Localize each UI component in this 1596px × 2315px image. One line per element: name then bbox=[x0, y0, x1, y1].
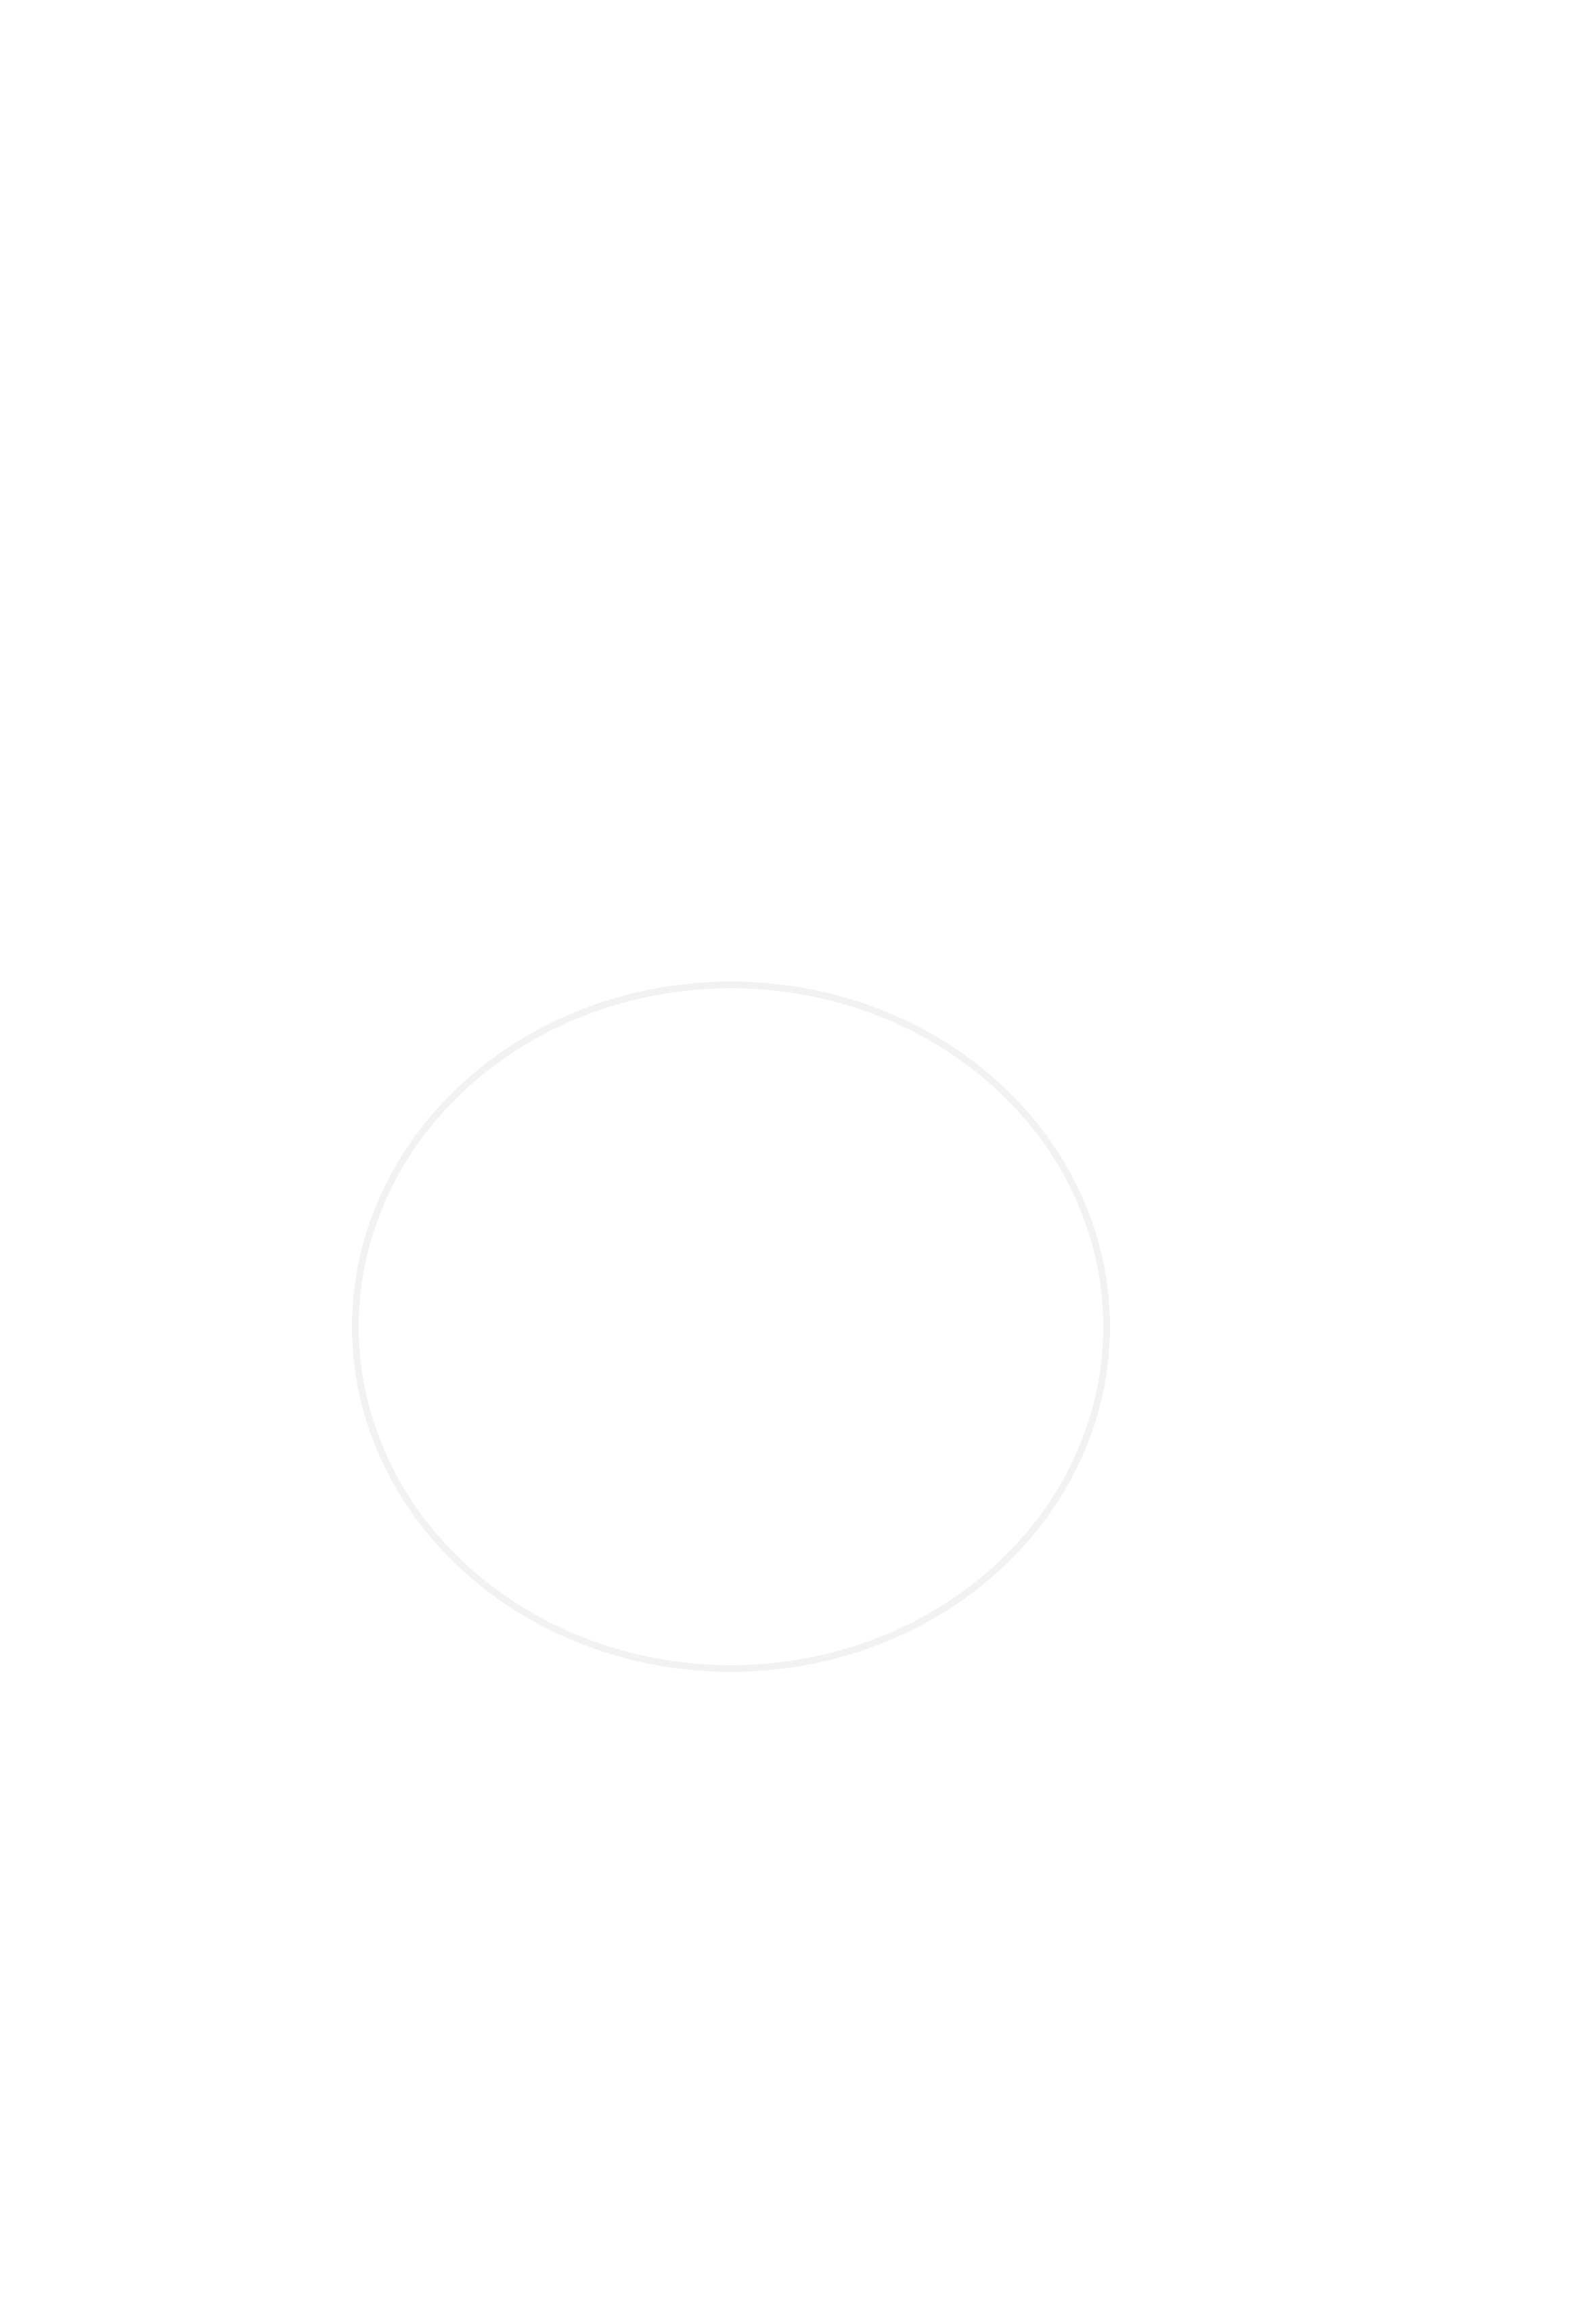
bottom-regions bbox=[45, 1242, 1558, 2224]
